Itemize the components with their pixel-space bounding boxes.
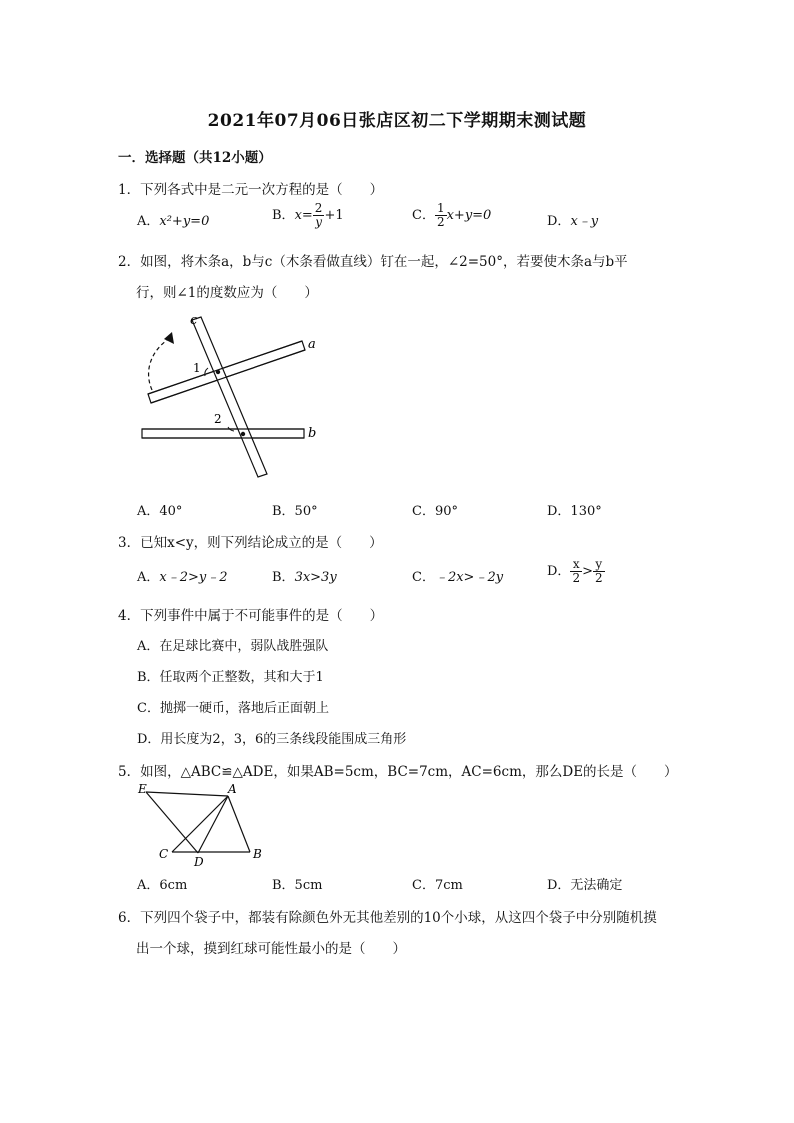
q5-option-c: C．7cm [412, 878, 463, 893]
q4-option-b: B．任取两个正整数，其和大于1 [137, 670, 324, 685]
question-1-stem: 1．下列各式中是二元一次方程的是（ ） [118, 182, 384, 198]
nail [216, 370, 220, 374]
q1-option-d: D．x﹣y [547, 214, 599, 229]
label-C: C [159, 847, 169, 861]
label-b: b [308, 426, 317, 441]
fraction: $\frac{1}{2}$ [436, 201, 445, 229]
label-D: D [194, 855, 204, 869]
q4-option-a: A．在足球比赛中，弱队战胜强队 [137, 639, 329, 654]
q3-option-c: C．﹣2x>﹣2y [412, 570, 504, 585]
label-E: E [138, 782, 147, 796]
q3-option-d: D． $\frac{x}{2}$ > $\frac{y}{2}$ [547, 557, 603, 585]
question-6-stem-line-1: 6．下列四个袋子中，都装有除颜色外无其他差别的10个小球，从这四个袋子中分别随机摸 [118, 910, 657, 926]
label-a: a [308, 337, 316, 352]
question-3-stem: 3．已知x<y，则下列结论成立的是（ ） [118, 535, 383, 551]
question-2-stem-line-2: 行，则∠1的度数应为（ ） [136, 285, 318, 301]
q5-option-a: A．6cm [137, 878, 188, 893]
fraction: $\frac{y}{2}$ [594, 557, 603, 585]
q3-option-b: B．3x>3y [272, 570, 337, 585]
label-angle-2: 2 [214, 412, 222, 426]
q5-option-b: B．5cm [272, 878, 323, 893]
strip-b [142, 429, 304, 438]
strip-c [192, 317, 267, 477]
q2-option-d: D．130° [547, 504, 602, 519]
q2-option-b: B．50° [272, 504, 318, 519]
q1-option-a: A．x²+y=0 [137, 214, 210, 229]
q1-option-c: C． $\frac{1}{2}$ x+y=0 [412, 201, 492, 229]
q3-option-a: A．x﹣2>y﹣2 [137, 570, 228, 585]
q2-option-c: C．90° [412, 504, 458, 519]
fraction: $\frac{x}{2}$ [572, 557, 581, 585]
fraction: $\frac{2}{y}$ [314, 201, 323, 229]
nail [241, 432, 245, 436]
triangles-figure [132, 780, 272, 870]
q1-option-b: B．x= $\frac{2}{y}$ +1 [272, 201, 344, 229]
label-angle-1: 1 [193, 361, 201, 375]
q4-option-d: D．用长度为2，3，6的三条线段能围成三角形 [137, 732, 407, 747]
rotation-arrow [149, 338, 170, 390]
q4-option-c: C．抛掷一硬币，落地后正面朝上 [137, 701, 329, 716]
question-2-stem-line-1: 2．如图，将木条a，b与c（木条看做直线）钉在一起，∠2=50°，若要使木条a与b平 [118, 254, 628, 270]
label-c: c [190, 313, 198, 328]
q5-option-d: D．无法确定 [547, 878, 623, 893]
page-title: 2021年07月06日张店区初二下学期期末测试题 [207, 111, 587, 131]
question-5-stem: 5．如图，△ABC≌△ADE，如果AB=5cm，BC=7cm，AC=6cm，那么DE的长是（ ） [118, 764, 678, 780]
label-B: B [253, 847, 262, 861]
wood-strips-figure [130, 306, 330, 486]
section-heading: 一．选择题（共12小题） [118, 150, 272, 166]
q2-option-a: A．40° [137, 504, 183, 519]
question-6-stem-line-2: 出一个球，摸到红球可能性最小的是（ ） [136, 941, 406, 957]
label-A: A [228, 782, 237, 796]
question-4-stem: 4．下列事件中属于不可能事件的是（ ） [118, 608, 384, 624]
